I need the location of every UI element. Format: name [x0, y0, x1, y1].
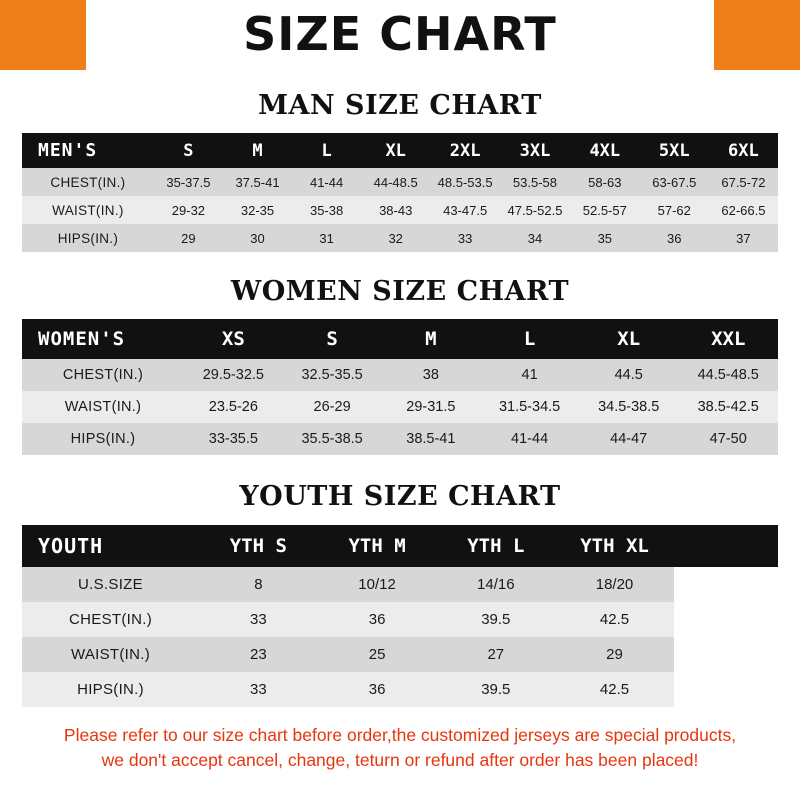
table-cell: 8: [199, 567, 318, 602]
women-header-xs: XS: [184, 319, 283, 359]
table-cell: 31.5-34.5: [480, 391, 579, 423]
table-row: [22, 602, 778, 637]
man-chest-label: CHEST(IN.): [22, 168, 154, 196]
table-cell: 41-44: [480, 423, 579, 455]
table-cell: 58-63: [570, 168, 640, 196]
table-row: [22, 423, 778, 455]
table-row: [22, 567, 778, 602]
women-table-body: [22, 359, 778, 455]
table-cell: 31: [292, 224, 361, 252]
man-hips-label: HIPS(IN.): [22, 224, 154, 252]
youth-table-head: [22, 525, 778, 567]
table-cell: 33: [199, 672, 318, 707]
table-cell: 34.5-38.5: [579, 391, 678, 423]
banner-inner: [86, 0, 714, 70]
table-cell: 32.5-35.5: [283, 359, 382, 391]
table-cell: 29-31.5: [381, 391, 480, 423]
youth-chest-label: CHEST(IN.): [22, 602, 199, 637]
table-cell: 18/20: [555, 567, 674, 602]
table-row: [22, 168, 778, 196]
table-cell-spacer: [674, 602, 778, 637]
table-cell: 32-35: [223, 196, 292, 224]
youth-header-m: YTH M: [318, 525, 437, 567]
youth-waist-label: WAIST(IN.): [22, 637, 199, 672]
table-row: [22, 224, 778, 252]
table-cell: 29-32: [154, 196, 223, 224]
table-cell: 57-62: [640, 196, 709, 224]
table-cell: 10/12: [318, 567, 437, 602]
footer-note-line-2: we don't accept cancel, change, teturn or refund after order has been placed!: [101, 750, 699, 771]
table-header-row: [22, 319, 778, 359]
page-title: SIZE CHART: [243, 6, 557, 61]
table-cell: 35.5-38.5: [283, 423, 382, 455]
table-cell: 42.5: [555, 602, 674, 637]
table-cell: 35-38: [292, 196, 361, 224]
women-header-xl: XL: [579, 319, 678, 359]
man-size-table: [22, 133, 778, 252]
table-cell: 62-66.5: [709, 196, 778, 224]
man-header-m: M: [223, 133, 292, 168]
table-cell: 25: [318, 637, 437, 672]
women-table-head: [22, 319, 778, 359]
table-cell: 63-67.5: [640, 168, 709, 196]
table-row: [22, 391, 778, 423]
youth-header-l: YTH L: [436, 525, 555, 567]
table-cell: 33: [199, 602, 318, 637]
table-cell: 26-29: [283, 391, 382, 423]
table-cell: 33: [430, 224, 500, 252]
women-chest-label: CHEST(IN.): [22, 359, 184, 391]
table-cell: 41: [480, 359, 579, 391]
footer-note-line-1: Please refer to our size chart before order,the customized jerseys are special products,: [63, 725, 737, 745]
table-cell: 27: [436, 637, 555, 672]
man-table-head: [22, 133, 778, 168]
youth-ussize-label: U.S.SIZE: [22, 567, 199, 602]
women-waist-label: WAIST(IN.): [22, 391, 184, 423]
table-cell: 44.5: [579, 359, 678, 391]
footer-note: [22, 723, 778, 774]
table-cell: 44.5-48.5: [678, 359, 778, 391]
table-cell: 23: [199, 637, 318, 672]
women-hips-label: HIPS(IN.): [22, 423, 184, 455]
man-header-s: S: [154, 133, 223, 168]
table-row: [22, 196, 778, 224]
table-cell-spacer: [674, 567, 778, 602]
table-cell: 47-50: [678, 423, 778, 455]
table-cell: 38-43: [361, 196, 430, 224]
table-cell: 43-47.5: [430, 196, 500, 224]
table-cell: 23.5-26: [184, 391, 283, 423]
youth-table-body: [22, 567, 778, 707]
table-cell: 38.5-41: [381, 423, 480, 455]
youth-header-xl: YTH XL: [555, 525, 674, 567]
table-cell: 29.5-32.5: [184, 359, 283, 391]
table-cell: 36: [640, 224, 709, 252]
table-cell: 37: [709, 224, 778, 252]
youth-hips-label: HIPS(IN.): [22, 672, 199, 707]
table-cell: 38.5-42.5: [678, 391, 778, 423]
man-header-xl: XL: [361, 133, 430, 168]
table-cell: 53.5-58: [500, 168, 570, 196]
man-section-title: MAN SIZE CHART: [258, 90, 542, 121]
women-header-s: S: [283, 319, 382, 359]
women-header-l: L: [480, 319, 579, 359]
table-row: [22, 672, 778, 707]
table-cell: 30: [223, 224, 292, 252]
table-cell: 37.5-41: [223, 168, 292, 196]
table-cell: 29: [555, 637, 674, 672]
man-header-6xl: 6XL: [709, 133, 778, 168]
table-cell: 35-37.5: [154, 168, 223, 196]
man-header-2xl: 2XL: [430, 133, 500, 168]
women-header-label: WOMEN'S: [22, 319, 184, 359]
table-header-row: [22, 525, 778, 567]
man-header-3xl: 3XL: [500, 133, 570, 168]
table-row: [22, 637, 778, 672]
youth-header-label: YOUTH: [22, 525, 199, 567]
table-cell: 52.5-57: [570, 196, 640, 224]
man-header-5xl: 5XL: [640, 133, 709, 168]
women-section-title: WOMEN SIZE CHART: [230, 276, 570, 307]
table-cell: 42.5: [555, 672, 674, 707]
table-header-row: [22, 133, 778, 168]
youth-section-title: YOUTH SIZE CHART: [239, 481, 561, 512]
header-banner: [0, 0, 800, 70]
table-cell-spacer: [674, 672, 778, 707]
table-cell: 39.5: [436, 672, 555, 707]
banner-right-block: [714, 0, 800, 70]
women-size-table: [22, 319, 778, 455]
table-cell: 34: [500, 224, 570, 252]
table-cell: 14/16: [436, 567, 555, 602]
man-table-body: [22, 168, 778, 252]
table-cell: 48.5-53.5: [430, 168, 500, 196]
table-cell: 33-35.5: [184, 423, 283, 455]
table-cell: 41-44: [292, 168, 361, 196]
table-cell: 32: [361, 224, 430, 252]
table-cell: 38: [381, 359, 480, 391]
youth-header-s: YTH S: [199, 525, 318, 567]
table-cell: 44-47: [579, 423, 678, 455]
man-waist-label: WAIST(IN.): [22, 196, 154, 224]
youth-header-spacer: [674, 525, 778, 567]
table-cell-spacer: [674, 637, 778, 672]
table-cell: 36: [318, 672, 437, 707]
table-cell: 29: [154, 224, 223, 252]
table-cell: 47.5-52.5: [500, 196, 570, 224]
youth-size-table: [22, 525, 778, 707]
table-cell: 35: [570, 224, 640, 252]
table-cell: 44-48.5: [361, 168, 430, 196]
table-cell: 39.5: [436, 602, 555, 637]
table-cell: 67.5-72: [709, 168, 778, 196]
table-cell: 36: [318, 602, 437, 637]
content-area: [0, 90, 800, 774]
man-header-4xl: 4XL: [570, 133, 640, 168]
table-row: [22, 359, 778, 391]
man-header-l: L: [292, 133, 361, 168]
man-header-label: MEN'S: [22, 133, 154, 168]
women-header-m: M: [381, 319, 480, 359]
women-header-xxl: XXL: [678, 319, 778, 359]
banner-left-block: [0, 0, 86, 70]
